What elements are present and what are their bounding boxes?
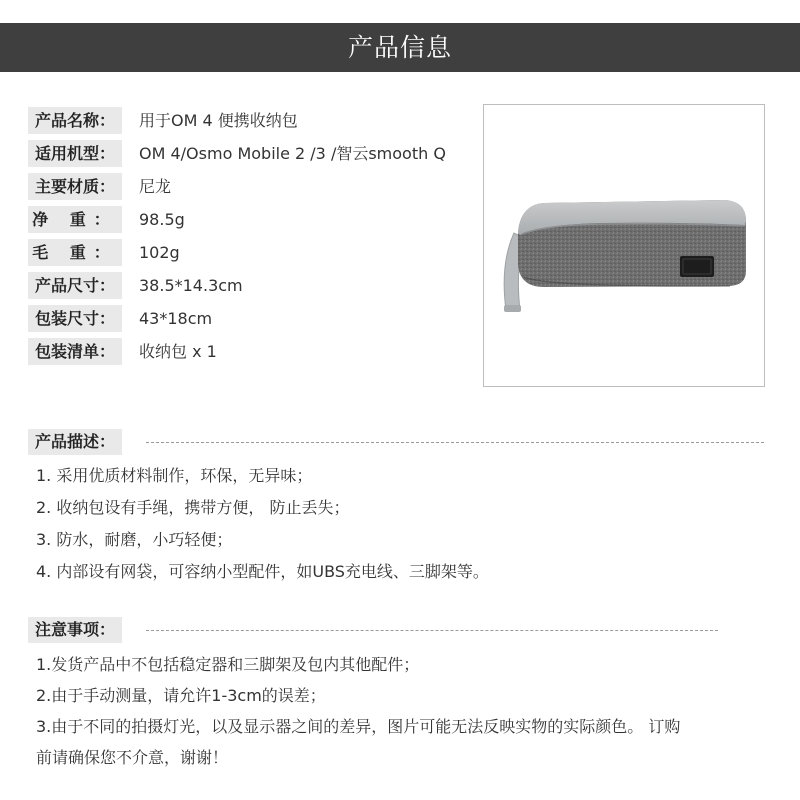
description-item: 3. 防水，耐磨，小巧轻便； (36, 530, 233, 549)
spec-value: 尼龙 (139, 177, 172, 196)
notes-item: 前请确保您不介意，谢谢！ (36, 748, 229, 767)
notes-item: 2.由于手动测量，请允许1-3cm的误差； (36, 686, 326, 705)
description-item: 1. 采用优质材料制作，环保，无异味； (36, 466, 313, 485)
spec-value: 收纳包 x 1 (139, 342, 217, 361)
spec-value: 43*18cm (139, 309, 213, 328)
spec-label: 主要材质： (28, 173, 122, 200)
spec-label: 毛 重： (28, 239, 122, 266)
notes-title: 注意事项： (28, 617, 122, 643)
spec-value: 98.5g (139, 210, 185, 229)
divider (146, 630, 718, 631)
description-title: 产品描述： (28, 429, 122, 455)
spec-value: 102g (139, 243, 180, 262)
description-item: 2. 收纳包设有手绳，携带方便， 防止丢失； (36, 498, 350, 517)
spec-value: 38.5*14.3cm (139, 276, 243, 295)
page-title: 产品信息 (347, 33, 452, 62)
notes-item: 1.发货产品中不包括稳定器和三脚架及包内其他配件； (36, 655, 420, 674)
description-item: 4. 内部设有网袋，可容纳小型配件，如UBS充电线、三脚架等。 (36, 562, 489, 581)
product-photo (483, 104, 765, 387)
spec-label: 净 重： (28, 206, 122, 233)
notes-item: 3.由于不同的拍摄灯光，以及显示器之间的差异，图片可能无法反映实物的实际颜色。 订购 (36, 717, 681, 736)
spec-value: 用于OM 4 便携收纳包 (139, 111, 298, 130)
spec-label: 产品名称： (28, 107, 122, 134)
spec-label: 适用机型： (28, 140, 122, 167)
spec-label: 包装清单： (28, 338, 122, 365)
spec-label: 产品尺寸： (28, 272, 122, 299)
spec-value: OM 4/Osmo Mobile 2 /3 /智云smooth Q (139, 144, 446, 163)
divider (146, 442, 764, 443)
page-header (0, 23, 800, 72)
spec-label: 包装尺寸： (28, 305, 122, 332)
storage-bag-image (484, 105, 764, 386)
